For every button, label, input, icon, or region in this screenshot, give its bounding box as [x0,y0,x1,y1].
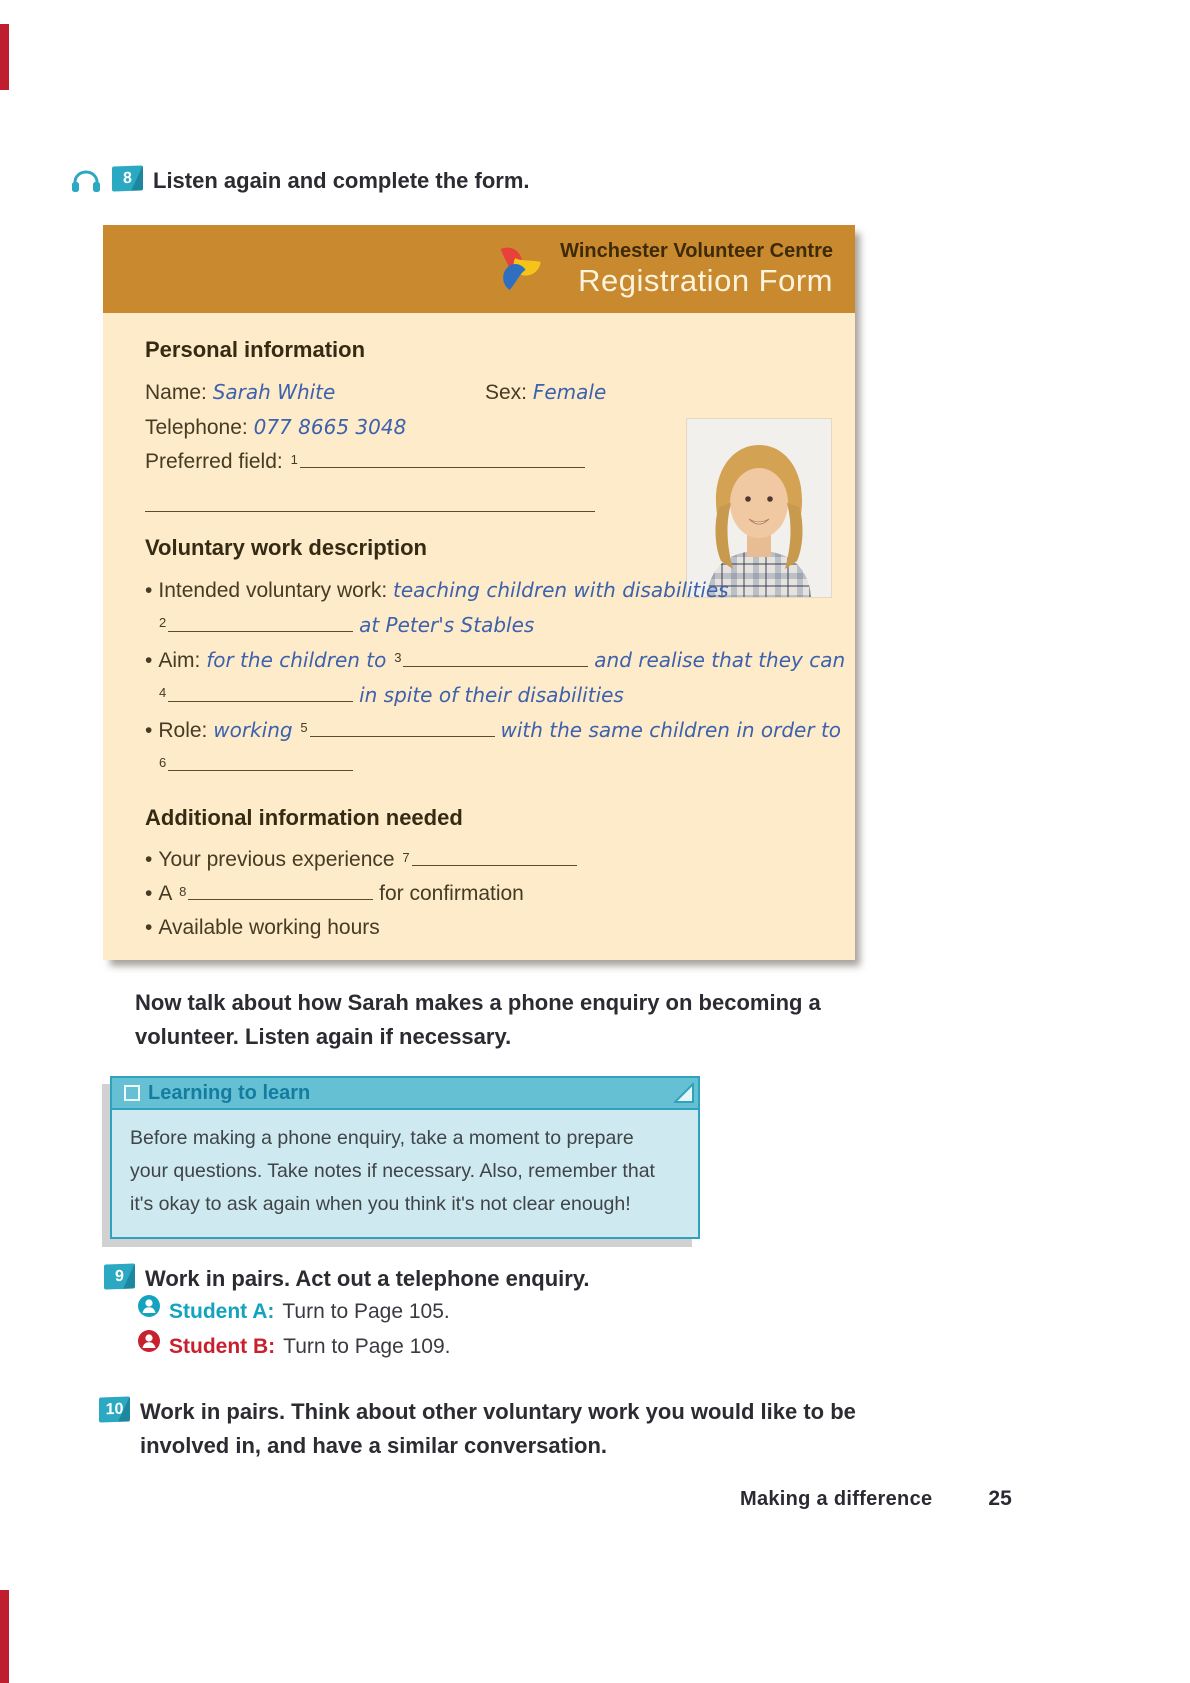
tip-line-3: it's okay to ask again when you think it's not clear enough! [130,1193,631,1215]
bullet: • [145,649,153,672]
form-body [103,313,855,960]
additional-information-heading: Additional information needed [145,805,463,830]
exercise-number-badge: 8 [112,165,143,191]
blank-6-number: 6 [159,755,167,770]
aim-written-2: and realise that they can [594,648,846,672]
page-edge-tab-top [0,24,9,90]
additional-information-section [145,805,765,945]
name-value: Sarah White [212,380,336,404]
working-hours-row [145,911,765,945]
telephone-row [145,410,705,445]
blank-5-line [310,714,495,737]
blank-7-line [412,843,577,866]
personal-information-heading: Personal information [145,337,366,362]
role-written-1: working [213,718,293,742]
person-icon [137,1294,161,1329]
headphones-icon [70,167,102,200]
aim-row [145,643,846,678]
tip-body [112,1110,698,1237]
previous-experience-label: Your previous experience [158,848,395,871]
preferred-field-label: Preferred field: [145,450,283,473]
bullet: • [145,882,153,905]
blank-5-number: 5 [300,720,308,735]
telephone-value: 077 8665 3048 [253,415,407,439]
volunteer-centre-logo-icon [490,239,544,300]
exercise-number-badge: 10 [99,1396,130,1422]
aim-written-1: for the children to [206,648,387,672]
form-title-block [560,239,833,299]
form-header [103,225,855,313]
blank-7-number: 7 [402,850,410,865]
voluntary-work-heading: Voluntary work description [145,535,427,560]
follow-up-paragraph: Now talk about how Sarah makes a phone enquiry on becoming a volunteer. Listen again if necessary. [135,990,821,1049]
tip-line-1: Before making a phone enquiry, take a moment to prepare [130,1127,634,1149]
sex-label: Sex: [485,381,528,404]
page-number: 25 [988,1487,1012,1510]
blank-1-number: 1 [290,452,298,467]
role-written-2: with the same children in order to [500,718,842,742]
preferred-field-row [145,445,705,479]
blank-4-written: in spite of their disabilities [359,683,624,707]
intended-work-written: teaching children with disabilities [393,578,729,602]
voluntary-work-section [145,535,846,782]
student-b-text: Turn to Page 109. [283,1334,451,1358]
blank-4-line [168,679,353,702]
blank-1-continuation-line [145,489,595,512]
bullet: • [145,579,153,602]
bullet: • [145,916,153,939]
student-a-text: Turn to Page 105. [282,1299,450,1323]
learning-to-learn-box [110,1076,700,1239]
blank-8-line [188,877,373,900]
checkbox-icon [124,1085,140,1101]
name-label: Name: [145,381,207,404]
previous-experience-row [145,843,765,877]
blank-2-line [168,609,353,632]
student-roles [136,1294,451,1364]
blank-2-row [145,608,825,643]
student-a-label: Student A: [169,1299,275,1323]
blank-3-number: 3 [394,650,402,665]
exercise-9-instruction: Work in pairs. Act out a telephone enquiry. [145,1266,590,1291]
name-row [145,375,705,410]
bullet: • [145,719,153,742]
bullet: • [145,848,153,871]
exercise-9-row [104,1262,590,1296]
tip-header [112,1078,698,1110]
blank-3-line [403,644,588,667]
blank-6-row [145,748,825,782]
confirmation-label-a: A [158,882,172,905]
student-b-row [137,1329,451,1364]
confirmation-label-b: for confirmation [379,882,524,905]
tip-line-2: your questions. Take notes if necessary. Also, remember that [130,1160,655,1182]
exercise-10-row [99,1395,889,1463]
blank-8-number: 8 [179,884,187,899]
blank-2-number: 2 [159,615,167,630]
blank-2-written: at Peter's Stables [359,613,535,637]
person-icon [137,1329,161,1364]
corner-fold-icon [674,1083,694,1108]
telephone-label: Telephone: [145,416,248,439]
role-label: Role: [158,719,208,742]
preferred-field-row-2 [145,489,705,523]
sex-value: Female [532,380,607,404]
role-row [145,713,842,748]
registration-form-card [103,225,855,960]
student-a-row [137,1294,451,1329]
blank-4-number: 4 [159,685,167,700]
exercise-8-instruction: Listen again and complete the form. [153,168,530,193]
form-title: Registration Form [578,263,833,298]
blank-6-line [168,748,353,771]
exercise-8-row [70,164,530,200]
aim-label: Aim: [158,649,201,672]
exercise-10-instruction: Work in pairs. Think about other voluntary work you would like to be involved in, and have a similar conversation. [140,1399,856,1458]
sex-field [485,375,606,410]
confirmation-row [145,877,765,911]
blank-1-line [300,445,585,468]
organisation-name: Winchester Volunteer Centre [560,240,833,262]
personal-information-section [145,337,705,523]
blank-4-row [145,678,825,713]
tip-title: Learning to learn [148,1081,311,1104]
exercise-number-badge: 9 [104,1263,135,1289]
page-edge-tab-bottom [0,1590,9,1683]
intended-work-row [145,573,825,608]
page-footer [740,1487,1040,1511]
student-b-label: Student B: [169,1334,276,1358]
intended-work-label: Intended voluntary work: [158,579,388,602]
working-hours-label: Available working hours [158,916,380,939]
unit-title: Making a difference [740,1488,933,1510]
